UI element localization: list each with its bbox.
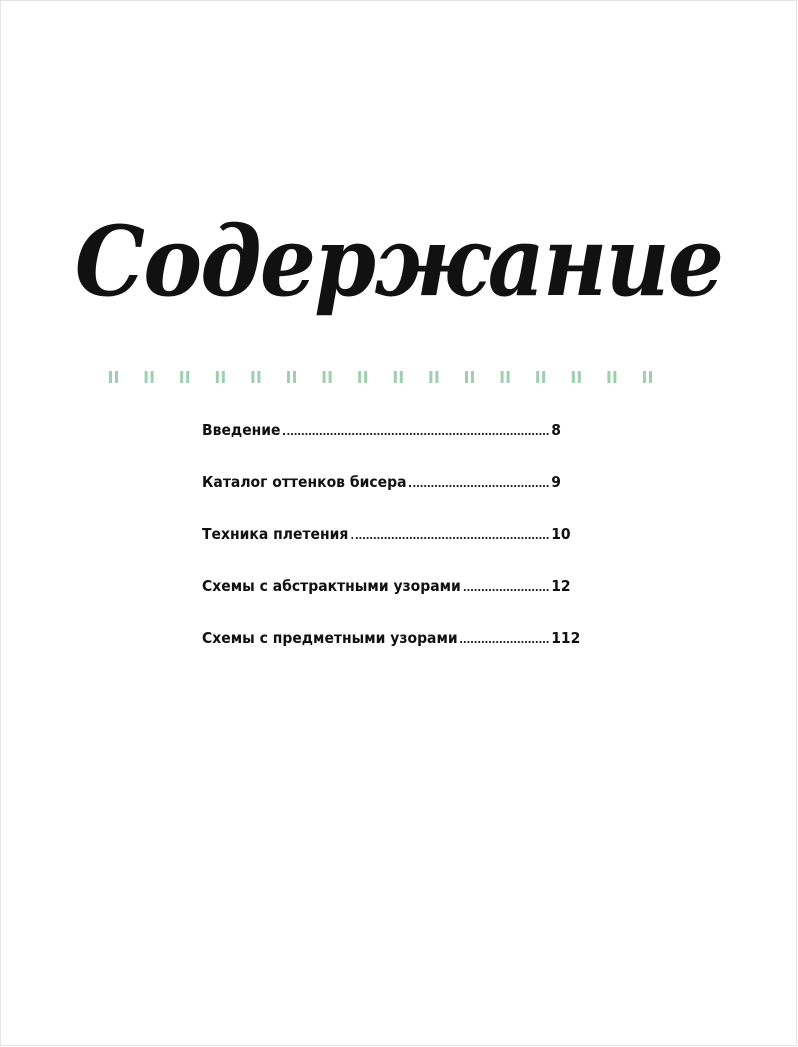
toc-entry-page: 112: [551, 629, 581, 647]
divider-dash: [394, 371, 397, 383]
divider-dash: [251, 371, 254, 383]
toc-entry-page: 10: [551, 525, 571, 543]
divider-dash: [536, 371, 539, 383]
toc-dot-leader: [283, 433, 548, 435]
divider-dash: [501, 371, 504, 383]
divider-dash: [364, 371, 367, 383]
divider-dash: [643, 371, 646, 383]
toc-entry-title: Введение: [202, 421, 281, 439]
divider-dash: [578, 371, 581, 383]
toc-entry-title: Каталог оттенков бисера: [202, 473, 407, 491]
toc-dot-leader: [409, 485, 548, 487]
divider-dash: [115, 371, 118, 383]
divider-dash: [145, 371, 148, 383]
toc-entry-page: 12: [551, 577, 571, 595]
divider-dash: [293, 371, 296, 383]
divider-dash: [607, 371, 610, 383]
toc-dot-leader: [351, 537, 548, 539]
toc-entry-page: 8: [551, 421, 561, 439]
divider-dash: [542, 371, 545, 383]
divider-dash: [329, 371, 332, 383]
divider-dash: [287, 371, 290, 383]
toc-entry[interactable]: [202, 577, 582, 629]
divider-dash: [429, 371, 432, 383]
toc-dot-leader: [460, 641, 548, 643]
decorative-divider: [105, 368, 665, 386]
divider-dash: [109, 371, 112, 383]
toc-entry-title: Техника плетения: [202, 525, 349, 543]
dash-divider-icon: [105, 368, 665, 386]
divider-dash: [507, 371, 510, 383]
divider-dash: [435, 371, 438, 383]
divider-dash: [186, 371, 189, 383]
divider-dash: [465, 371, 468, 383]
divider-dash: [151, 371, 154, 383]
divider-dash: [180, 371, 183, 383]
toc-entry-page: 9: [551, 473, 561, 491]
toc-entry[interactable]: [202, 421, 582, 473]
toc-entry[interactable]: [202, 473, 582, 525]
toc-entry-title: Схемы с абстрактными узорами: [202, 577, 461, 595]
toc-entry[interactable]: [202, 629, 582, 681]
divider-dash: [400, 371, 403, 383]
toc-entry[interactable]: [202, 525, 582, 577]
divider-dash: [323, 371, 326, 383]
divider-dash: [257, 371, 260, 383]
table-of-contents: [202, 421, 582, 681]
divider-dash: [572, 371, 575, 383]
divider-dash: [222, 371, 225, 383]
page-title: Содержание: [74, 205, 723, 318]
divider-dash: [471, 371, 474, 383]
divider-dash: [358, 371, 361, 383]
divider-dash: [613, 371, 616, 383]
toc-dot-leader: [464, 589, 549, 591]
divider-dash: [216, 371, 219, 383]
toc-entry-title: Схемы с предметными узорами: [202, 629, 458, 647]
divider-dash: [649, 371, 652, 383]
